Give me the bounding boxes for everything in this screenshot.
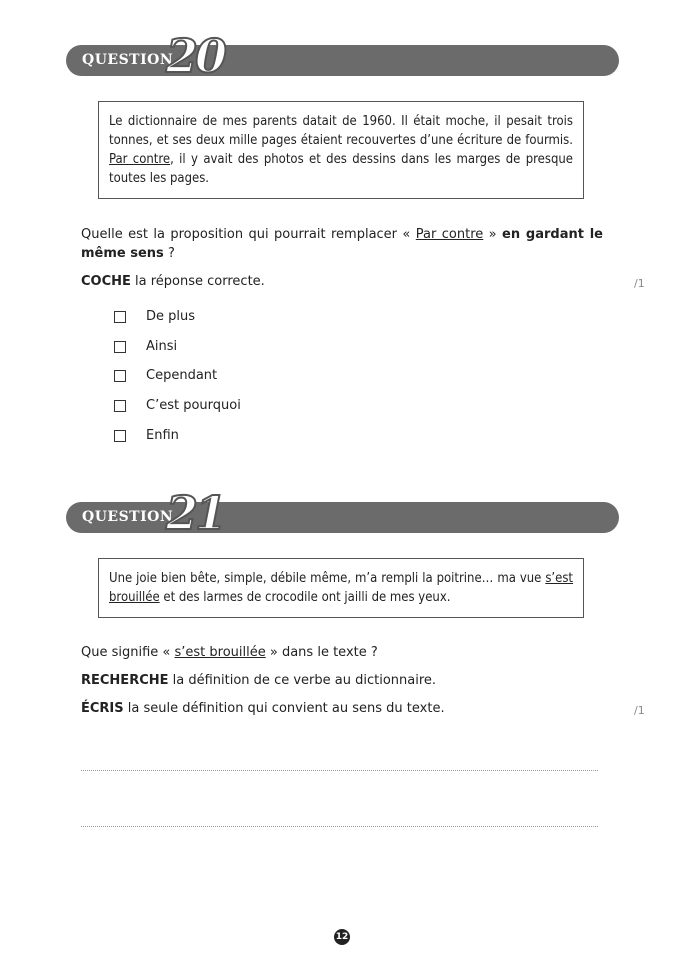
- q21-instruction-ecris: ÉCRIS la seule définition qui convient au sens du texte.: [81, 701, 445, 716]
- question-label: QUESTION: [82, 509, 174, 525]
- answer-line[interactable]: [81, 770, 598, 771]
- option-enfin[interactable]: Enfin: [114, 428, 179, 443]
- q20-passage-box: Le dictionnaire de mes parents datait de 1960. Il était moche, il pesait trois tonnes, et ses deux mille pages étaient recouvertes d’une écriture de fourmis. Par contre, il y avait des photos et des dessins dans les marges de presque toutes les pages.: [98, 101, 584, 199]
- question-21-header: [66, 486, 619, 540]
- checkbox[interactable]: [114, 400, 126, 412]
- option-cependant[interactable]: Cependant: [114, 368, 217, 383]
- option-de-plus[interactable]: De plus: [114, 309, 195, 324]
- answer-line[interactable]: [81, 826, 598, 827]
- question-number: 20: [166, 29, 225, 83]
- question-label: QUESTION: [82, 52, 174, 68]
- question-number: 21: [166, 486, 225, 540]
- q20-score: /1: [634, 277, 645, 290]
- question-20-header: [66, 29, 619, 83]
- q20-instruction: COCHE la réponse correcte.: [81, 274, 265, 289]
- q20-question: Quelle est la proposition qui pourrait remplacer « Par contre » en gardant le même sens ?: [81, 227, 604, 261]
- q21-question: Que signifie « s’est brouillée » dans le texte ?: [81, 645, 378, 660]
- option-ainsi[interactable]: Ainsi: [114, 339, 177, 354]
- q21-score: /1: [634, 704, 645, 717]
- page-number: 12: [334, 929, 350, 945]
- q21-instruction-recherche: RECHERCHE la définition de ce verbe au dictionnaire.: [81, 673, 437, 688]
- checkbox[interactable]: [114, 370, 126, 382]
- checkbox[interactable]: [114, 311, 126, 323]
- q21-passage-box: Une joie bien bête, simple, débile même, m’a rempli la poitrine… ma vue s’est brouillée et des larmes de crocodile ont jailli de mes yeux.: [98, 558, 584, 618]
- checkbox[interactable]: [114, 430, 126, 442]
- checkbox[interactable]: [114, 341, 126, 353]
- option-cest-pourquoi[interactable]: C’est pourquoi: [114, 398, 241, 413]
